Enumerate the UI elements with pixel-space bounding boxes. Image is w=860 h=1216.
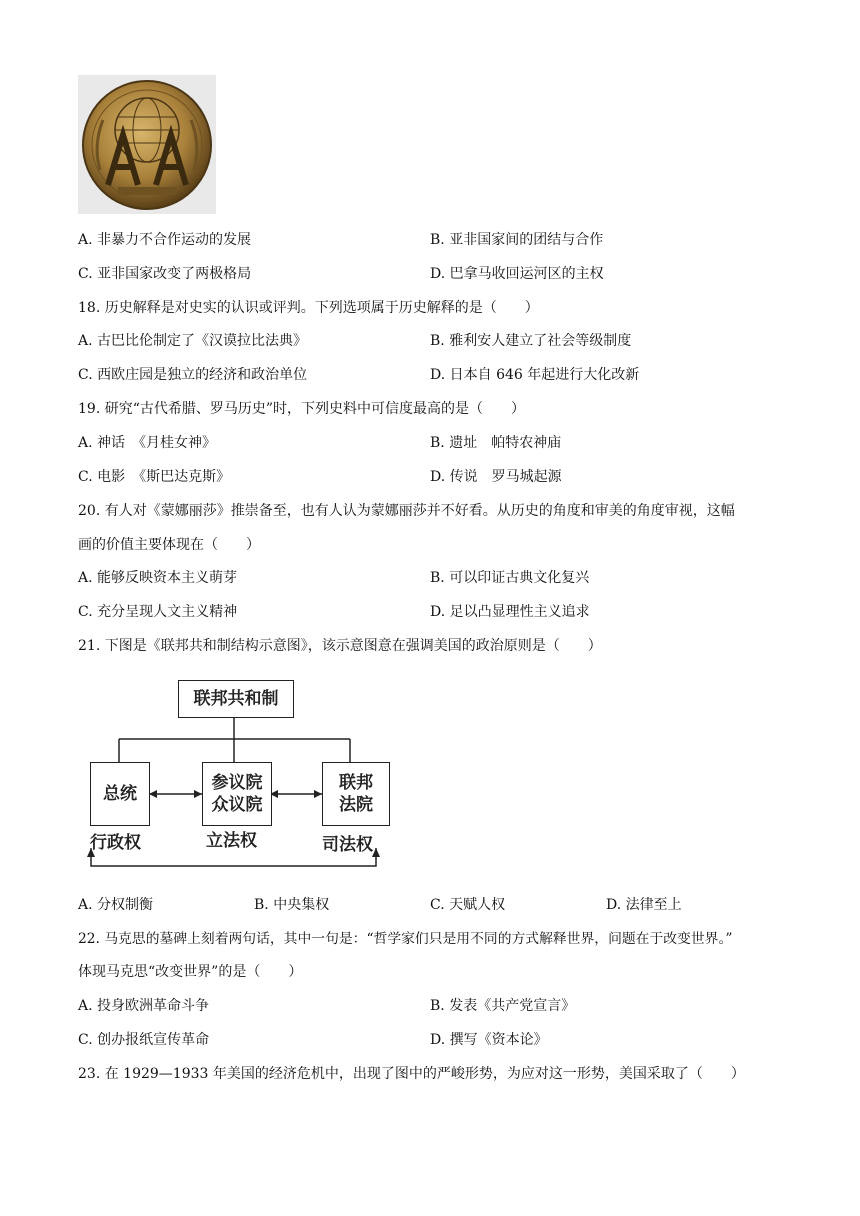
q17-option-c: C. 亚非国家改变了两极格局 xyxy=(78,266,252,282)
q23-stem: 23. 在 1929—1933 年美国的经济危机中，出现了图中的严峻形势，为应对这一形势，美国采取了（ ） xyxy=(78,1066,745,1082)
q22-option-c: C. 创办报纸宣传革命 xyxy=(78,1032,210,1048)
q22-option-d: D. 撰写《资本论》 xyxy=(430,1032,548,1048)
q19-option-d: D. 传说 罗马城起源 xyxy=(430,469,562,485)
diagram-label-executive: 行政权 xyxy=(90,833,141,853)
diagram-label-legislative: 立法权 xyxy=(206,831,257,851)
q21-option-a: A. 分权制衡 xyxy=(78,897,154,913)
q21-stem: 21. 下图是《联邦共和制结构示意图》，该示意图意在强调美国的政治原则是（ ） xyxy=(78,638,602,654)
q22-option-b: B. 发表《共产党宣言》 xyxy=(430,998,576,1014)
q19-option-a: A. 神话 《月桂女神》 xyxy=(78,435,217,451)
diagram-box-president: 总统 xyxy=(90,762,150,826)
diagram-senate-label: 参议院 xyxy=(211,773,263,793)
diagram-house-label: 众议院 xyxy=(211,795,263,815)
diagram-box-congress xyxy=(202,762,272,826)
q18-stem: 18. 历史解释是对史实的认识或评判。下列选项属于历史解释的是（ ） xyxy=(78,300,539,316)
q21-option-d: D. 法律至上 xyxy=(606,897,682,913)
diagram-label-judicial: 司法权 xyxy=(322,835,373,855)
q20-stem-line-2: 画的价值主要体现在（ ） xyxy=(78,537,260,553)
q19-stem: 19. 研究“古代希腊、罗马历史”时，下列史料中可信度最高的是（ ） xyxy=(78,401,526,417)
diagram-box-federal-court xyxy=(322,762,390,826)
diagram-box-federal-republic: 联邦共和制 xyxy=(178,680,294,718)
afro-asian-medal-image xyxy=(78,75,216,214)
q22-stem-line-1: 22. 马克思的墓碑上刻着两句话，其中一句是：“哲学家们只是用不同的方式解释世界，问题在于改变世界。” xyxy=(78,931,733,947)
q21-option-c: C. 天赋人权 xyxy=(430,897,506,913)
q20-option-a: A. 能够反映资本主义萌芽 xyxy=(78,570,238,586)
federal-republic-diagram xyxy=(78,672,398,872)
q17-option-d: D. 巴拿马收回运河区的主权 xyxy=(430,266,604,282)
q18-option-b: B. 雅利安人建立了社会等级制度 xyxy=(430,333,632,349)
q22-stem-line-2: 体现马克思“改变世界”的是（ ） xyxy=(78,964,303,980)
q18-option-c: C. 西欧庄园是独立的经济和政治单位 xyxy=(78,367,308,383)
q20-option-b: B. 可以印证古典文化复兴 xyxy=(430,570,590,586)
q22-option-a: A. 投身欧洲革命斗争 xyxy=(78,998,210,1014)
q17-option-b: B. 亚非国家间的团结与合作 xyxy=(430,232,604,248)
q19-option-b: B. 遗址 帕特农神庙 xyxy=(430,435,562,451)
q20-option-d: D. 足以凸显理性主义追求 xyxy=(430,604,590,620)
q18-option-d: D. 日本自 646 年起进行大化改新 xyxy=(430,367,640,383)
q20-stem-line-1: 20. 有人对《蒙娜丽莎》推崇备至，也有人认为蒙娜丽莎并不好看。从历史的角度和审美的角度审视，这幅 xyxy=(78,503,735,519)
q17-option-a: A. 非暴力不合作运动的发展 xyxy=(78,232,252,248)
q19-option-c: C. 电影 《斯巴达克斯》 xyxy=(78,469,231,485)
q21-option-b: B. 中央集权 xyxy=(254,897,330,913)
diagram-court-label-1: 联邦 xyxy=(339,773,373,793)
q18-option-a: A. 古巴比伦制定了《汉谟拉比法典》 xyxy=(78,333,308,349)
diagram-court-label-2: 法院 xyxy=(339,795,373,815)
q20-option-c: C. 充分呈现人文主义精神 xyxy=(78,604,238,620)
